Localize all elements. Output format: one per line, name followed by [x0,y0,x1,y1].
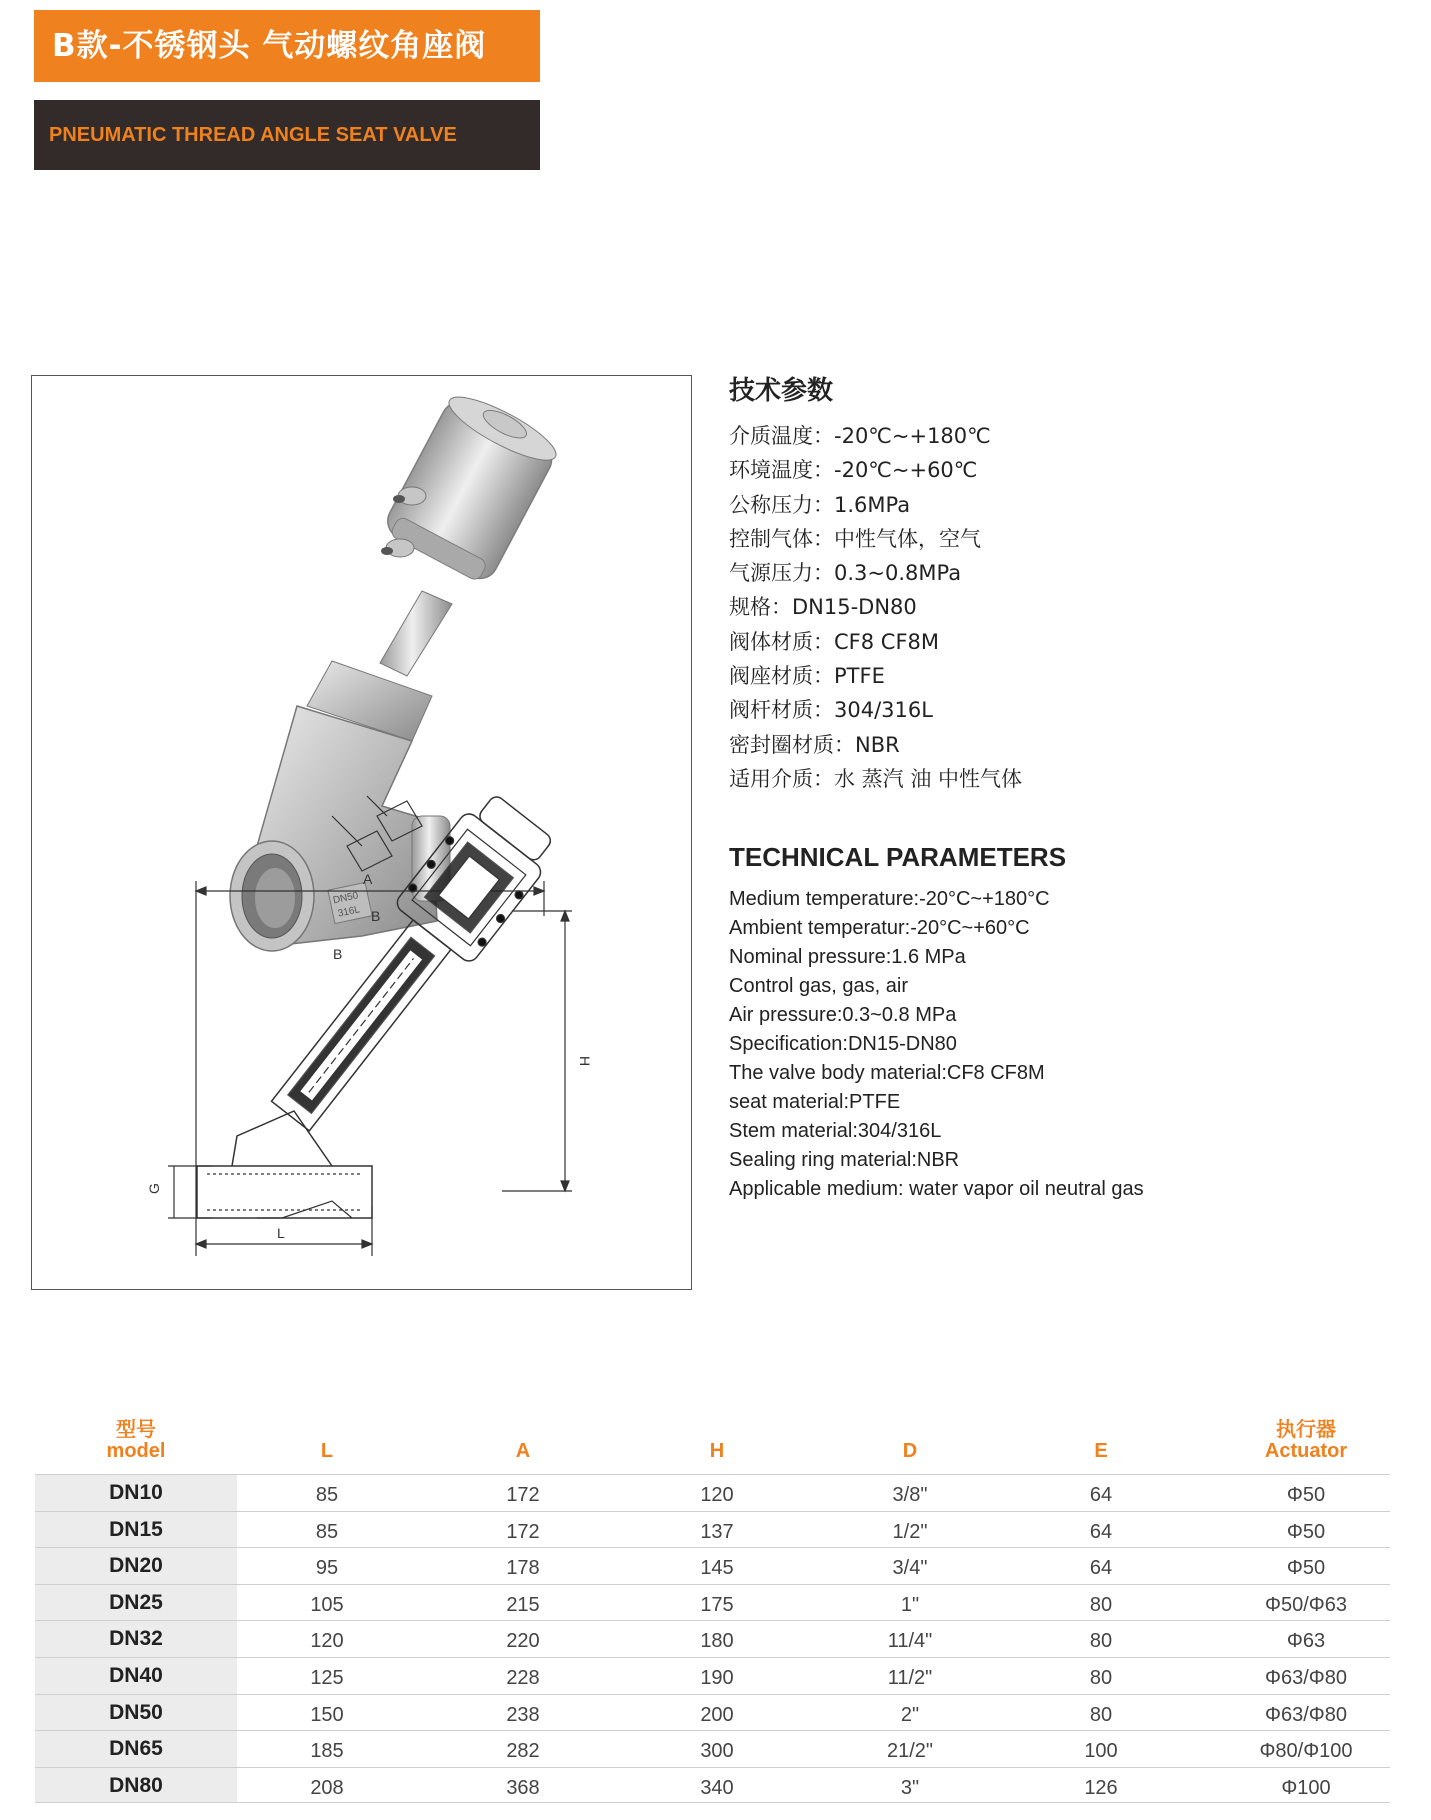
cell-d: 11/2" [887,1666,933,1689]
cell-l: 125 [310,1666,344,1689]
cell-actuator: Φ63/Φ80 [1265,1703,1347,1726]
param-cn-line: 环境温度：-20℃~+60℃ [729,458,978,483]
tech-params-cn-heading: 技术参数 [729,376,834,406]
cell-model: DN10 [35,1475,237,1511]
cell-model: DN40 [35,1658,237,1694]
cell-e: 80 [1089,1630,1113,1653]
title-chinese: B款-不锈钢头 气动螺纹角座阀 [34,10,540,82]
cell-e: 80 [1089,1703,1113,1726]
cell-h: 180 [700,1630,734,1653]
cell-actuator: Φ50/Φ63 [1265,1593,1347,1616]
header-e: E [1094,1440,1108,1462]
param-en-line: Applicable medium: water vapor oil neutral gas [729,1178,1144,1200]
cell-a: 368 [506,1776,540,1799]
cell-a: 178 [506,1557,540,1580]
param-cn-line: 密封圈材质：NBR [729,732,900,757]
param-en-line: Specification:DN15-DN80 [729,1033,957,1055]
table-row [35,1730,1390,1767]
cell-l: 185 [310,1740,344,1763]
body-marking-1: DN50 [332,890,360,907]
cell-e: 64 [1089,1484,1113,1506]
cell-l: 105 [310,1593,344,1616]
cell-h: 200 [700,1703,734,1726]
cell-d: 3/4" [892,1557,928,1580]
param-cn-line: 阀体材质：CF8 CF8M [729,629,939,654]
param-cn-line: 气源压力：0.3~0.8MPa [729,561,962,586]
tech-params-en [729,842,1409,1204]
cell-actuator: Φ50 [1286,1557,1326,1580]
cell-e: 80 [1089,1666,1113,1689]
param-en-line: seat material:PTFE [729,1091,901,1113]
cell-a: 172 [506,1520,540,1543]
cell-a: 282 [506,1740,540,1763]
param-cn-line: 阀杆材质：304/316L [729,698,933,723]
cell-d: 2" [900,1703,920,1726]
table-row [35,1657,1390,1694]
table-row [35,1767,1390,1804]
product-figure [31,375,692,1290]
cell-a: 172 [506,1484,540,1506]
header-actuator-en: Actuator [1264,1440,1348,1462]
param-cn-line: 阀座材质：PTFE [729,664,885,689]
cell-d: 1" [900,1593,920,1616]
header-a: A [515,1440,531,1462]
param-en-line: The valve body material:CF8 CF8M [729,1062,1045,1084]
param-en-line: Medium temperature:-20°C~+180°C [729,888,1050,910]
param-en-line: Ambient temperatur:-20°C~+60°C [729,917,1030,939]
dim-label-l: L [277,1225,285,1241]
table-row [35,1584,1390,1621]
cell-actuator: Φ100 [1281,1776,1331,1799]
dim-label-a: A [363,871,373,887]
param-cn-line: 规格：DN15-DN80 [729,595,917,620]
table-row [35,1511,1390,1548]
cell-l: 120 [310,1630,344,1653]
header-d: D [902,1440,918,1462]
cell-e: 100 [1084,1740,1118,1763]
cell-model: DN25 [35,1585,237,1621]
dim-label-g: G [146,1183,162,1194]
param-en-line: Stem material:304/316L [729,1120,942,1142]
cell-l: 85 [315,1520,339,1543]
cell-model: DN65 [35,1731,237,1767]
param-cn-line: 适用介质：水 蒸汽 油 中性气体 [729,766,1023,791]
cell-actuator: Φ63/Φ80 [1265,1666,1347,1689]
cell-h: 175 [700,1593,734,1616]
dim-label-b-upper: B [371,908,381,924]
valve-illustration [32,376,693,1291]
cell-e: 80 [1089,1593,1113,1616]
table-row [35,1474,1390,1511]
dim-label-h: H [577,1056,593,1067]
title-english: PNEUMATIC THREAD ANGLE SEAT VALVE [34,100,540,170]
cell-actuator: Φ80/Φ100 [1259,1740,1353,1763]
table-row [35,1694,1390,1731]
cell-l: 208 [310,1776,344,1799]
header-model [107,1400,166,1462]
cell-e: 64 [1089,1520,1113,1543]
cell-model: DN32 [35,1621,237,1657]
param-en-line: Nominal pressure:1.6 MPa [729,946,966,968]
cell-a: 215 [506,1593,540,1616]
header-l: L [320,1440,334,1462]
cell-d: 3" [900,1776,920,1799]
cell-actuator: Φ63 [1286,1630,1326,1653]
param-cn-line: 控制气体：中性气体，空气 [729,526,981,551]
header-model-en: model [106,1440,166,1462]
cell-model: DN20 [35,1548,237,1584]
cell-actuator: Φ50 [1286,1520,1326,1543]
cell-d: 3/8" [892,1484,928,1506]
tech-params-en-heading: TECHNICAL PARAMETERS [729,842,1067,872]
cell-l: 150 [310,1703,344,1726]
header-h: H [709,1440,725,1462]
cell-a: 238 [506,1703,540,1726]
cell-h: 340 [700,1776,734,1799]
cell-d: 11/4" [887,1630,933,1653]
cell-model: DN80 [35,1768,237,1803]
spec-table [35,1400,1390,1803]
param-cn-line: 介质温度：-20℃~+180℃ [729,424,991,448]
valve-photo [230,386,563,951]
tech-params-cn [729,370,1389,796]
cell-h: 190 [700,1666,734,1689]
cell-h: 300 [700,1740,734,1763]
table-row [35,1547,1390,1584]
param-cn-line: 公称压力：1.6MPa [729,492,911,517]
header-actuator-cn: 执行器 [1275,1417,1336,1441]
param-en-line: Air pressure:0.3~0.8 MPa [729,1004,957,1026]
cell-d: 1/2" [892,1520,928,1543]
param-en-line: Control gas, gas, air [729,975,908,997]
cell-a: 220 [506,1630,540,1653]
table-row [35,1620,1390,1657]
cell-actuator: Φ50 [1286,1484,1326,1506]
cell-a: 228 [506,1666,540,1689]
cell-l: 85 [315,1484,339,1506]
cell-h: 137 [700,1520,734,1543]
cell-e: 126 [1084,1776,1118,1799]
param-en-line: Sealing ring material:NBR [729,1149,960,1171]
dim-label-b-lower: B [333,946,343,962]
cell-model: DN50 [35,1695,237,1731]
cell-d: 21/2" [886,1740,934,1763]
table-header [35,1400,1390,1462]
table-body [35,1474,1390,1803]
header-actuator [1265,1400,1347,1462]
body-marking-2: 316L [336,904,361,920]
cell-h: 145 [700,1557,734,1580]
header-model-cn: 型号 [116,1417,156,1441]
cell-h: 120 [700,1484,734,1506]
cell-e: 64 [1089,1557,1113,1580]
cell-l: 95 [315,1557,339,1580]
cell-model: DN15 [35,1512,237,1548]
